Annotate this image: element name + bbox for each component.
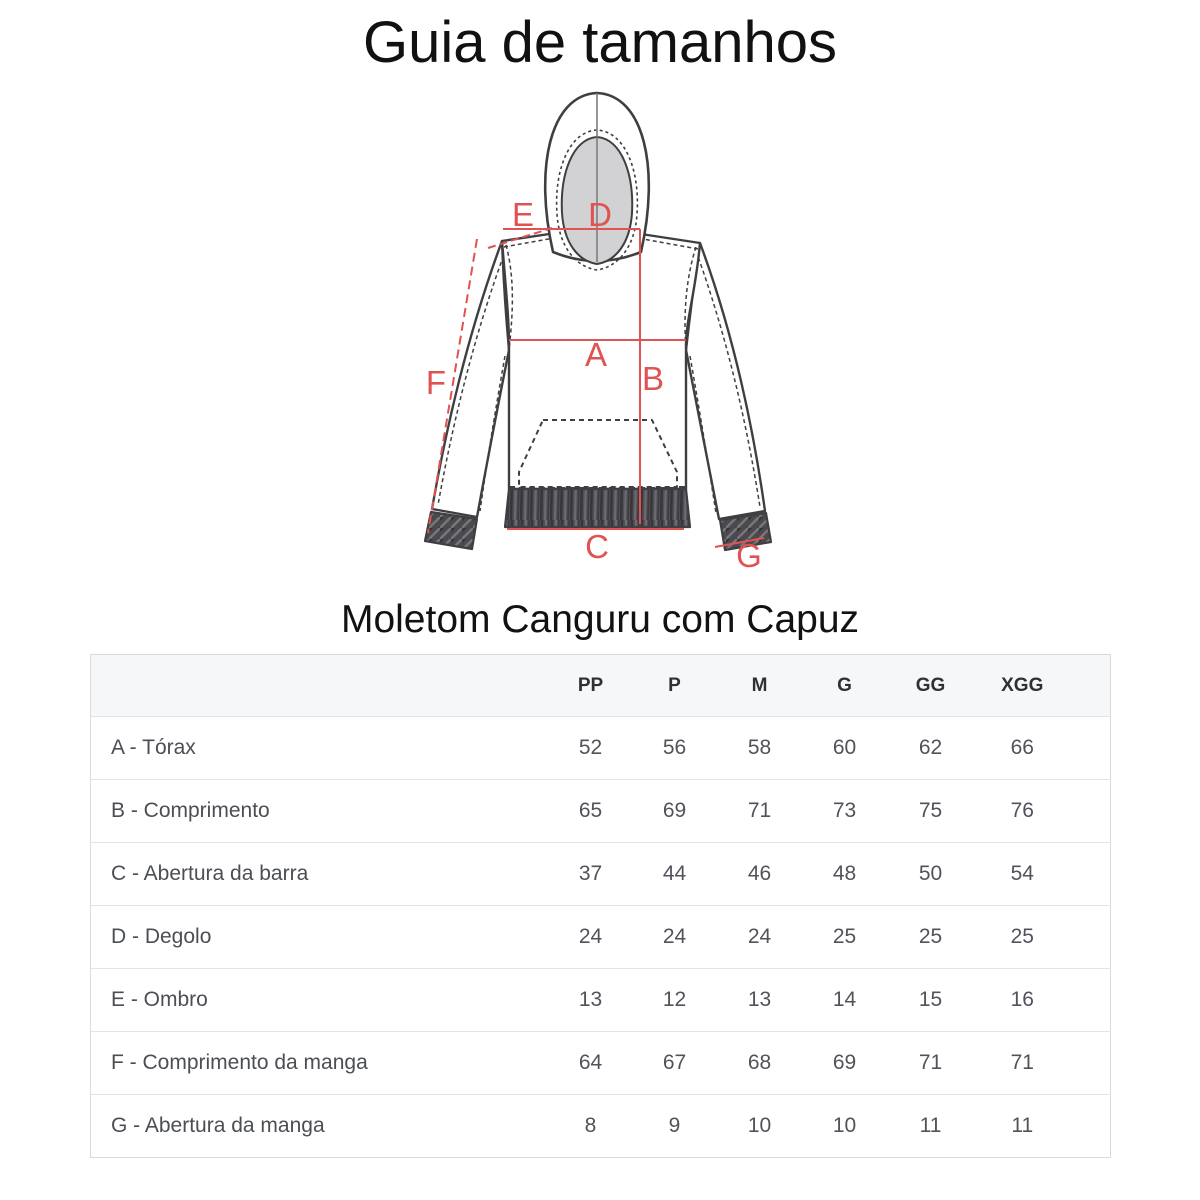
size-guide-table-wrap	[90, 654, 1110, 1158]
row-label: C - Abertura da barra	[91, 843, 549, 906]
size-cell: 65	[549, 780, 633, 843]
size-cell: 16	[975, 969, 1111, 1032]
size-cell: 15	[887, 969, 975, 1032]
row-label: B - Comprimento	[91, 780, 549, 843]
size-header-row	[91, 655, 1111, 717]
size-cell: 71	[717, 780, 803, 843]
size-cell: 68	[717, 1032, 803, 1095]
size-cell: 25	[803, 906, 887, 969]
size-col-pp: PP	[549, 655, 633, 717]
size-cell: 67	[633, 1032, 717, 1095]
size-guide-table	[90, 654, 1111, 1158]
row-label: A - Tórax	[91, 717, 549, 780]
header-empty-cell	[91, 655, 549, 717]
measure-label-e: E	[511, 196, 535, 233]
measure-label-g: G	[736, 537, 762, 574]
size-cell: 66	[975, 717, 1111, 780]
size-cell: 56	[633, 717, 717, 780]
size-cell: 76	[975, 780, 1111, 843]
size-cell: 73	[803, 780, 887, 843]
size-cell: 44	[633, 843, 717, 906]
hood	[545, 93, 649, 270]
size-cell: 8	[584, 1114, 597, 1137]
sleeve-right	[686, 243, 765, 519]
measure-label-d: D	[588, 196, 612, 233]
size-col-gg: GG	[887, 655, 975, 717]
size-cell: 24	[633, 906, 717, 969]
size-cell: 69	[633, 780, 717, 843]
row-label: G - Abertura da manga	[111, 1114, 325, 1137]
size-cell: 60	[803, 717, 887, 780]
size-cell: 69	[803, 1032, 887, 1095]
row-label: F - Comprimento da manga	[91, 1032, 549, 1095]
size-cell: 11	[1011, 1114, 1034, 1137]
size-cell: 46	[717, 843, 803, 906]
table-row-degolo	[91, 906, 1111, 969]
size-cell: 10	[832, 1114, 857, 1137]
cuff-left	[425, 512, 477, 549]
table-row-comprimento	[91, 780, 1111, 843]
size-cell: 58	[717, 717, 803, 780]
size-col-m: M	[717, 655, 803, 717]
size-col-g: G	[803, 655, 887, 717]
size-cell: 71	[975, 1032, 1111, 1095]
hoodie-diagram-svg	[388, 80, 812, 580]
row-label: E - Ombro	[91, 969, 549, 1032]
measure-label-c: C	[585, 528, 609, 565]
size-cell: 50	[887, 843, 975, 906]
table-row-torax	[91, 717, 1111, 780]
hoodie-size-diagram	[388, 80, 812, 580]
table-row-abertura-barra	[91, 843, 1111, 906]
measure-label-f: F	[425, 364, 447, 401]
size-cell: 54	[975, 843, 1111, 906]
size-cell: 75	[887, 780, 975, 843]
product-title: Moletom Canguru com Capuz	[340, 598, 860, 641]
size-col-xgg: XGG	[975, 655, 1111, 717]
size-cell: 11	[919, 1114, 942, 1137]
table-row-comprimento-manga	[91, 1032, 1111, 1095]
size-cell: 13	[549, 969, 633, 1032]
size-cell: 64	[549, 1032, 633, 1095]
size-cell: 25	[975, 906, 1111, 969]
size-cell: 52	[549, 717, 633, 780]
row-label: D - Degolo	[91, 906, 549, 969]
size-cell: 24	[549, 906, 633, 969]
size-cell: 62	[887, 717, 975, 780]
size-cell: 25	[887, 906, 975, 969]
measure-label-b: B	[641, 360, 665, 397]
size-cell: 10	[747, 1114, 772, 1137]
measure-label-a: A	[584, 336, 608, 373]
size-cell: 9	[668, 1114, 681, 1137]
size-cell: 13	[717, 969, 803, 1032]
table-row-abertura-manga	[91, 1095, 1111, 1158]
table-row-ombro	[91, 969, 1111, 1032]
kangaroo-pocket	[519, 420, 677, 487]
size-cell: 37	[549, 843, 633, 906]
size-cell: 14	[803, 969, 887, 1032]
size-cell: 71	[887, 1032, 975, 1095]
hem-ribbing	[505, 489, 690, 527]
size-cell: 24	[717, 906, 803, 969]
size-col-p: P	[633, 655, 717, 717]
size-cell: 48	[803, 843, 887, 906]
size-cell: 12	[633, 969, 717, 1032]
page-title: Guia de tamanhos	[363, 10, 837, 75]
